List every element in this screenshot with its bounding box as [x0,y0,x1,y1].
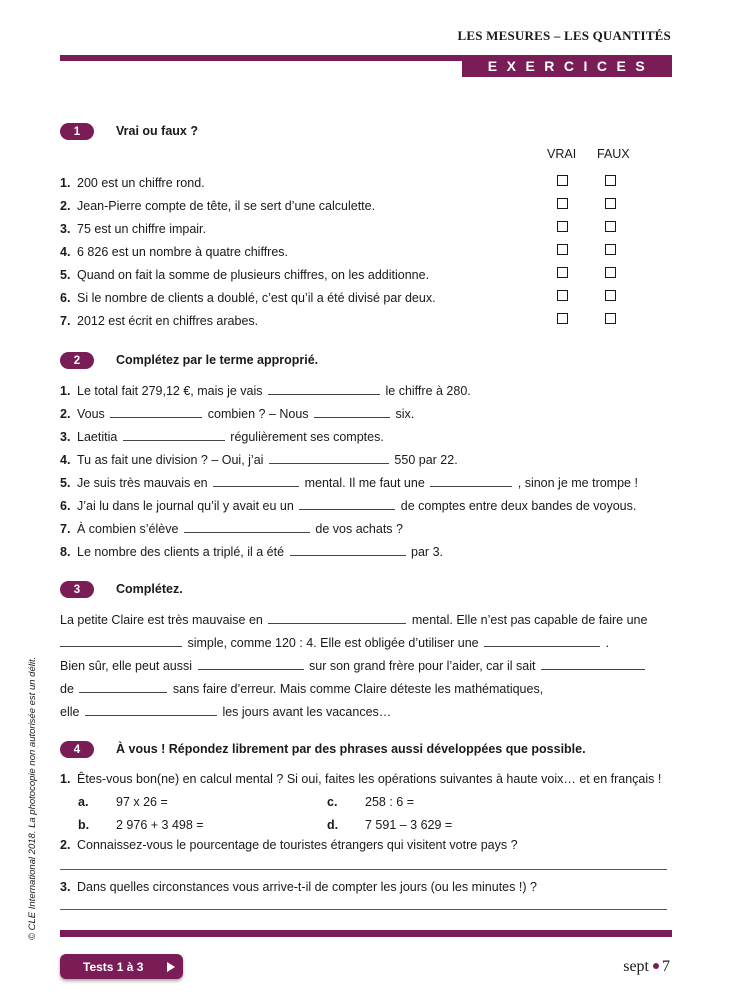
item-text: , sinon je me trompe ! [517,476,638,490]
item-text: Le total fait 279,12 €, mais je vais [77,384,263,398]
section-1-title: Vrai ou faux ? [116,124,198,138]
operation-expression: 2 976 + 3 498 = [116,818,204,832]
list-item [60,245,288,259]
operation-label: c. [327,795,338,809]
fill-blank[interactable] [79,681,167,693]
item-number: 6. [60,499,71,513]
item-number: 5. [60,476,71,490]
list-item [60,291,436,305]
list-item [60,314,258,328]
item-text: combien ? – Nous [207,407,309,421]
section-2-title: Complétez par le terme approprié. [116,353,319,367]
section-3-title: Complétez. [116,582,183,596]
list-item [60,498,636,513]
fill-blank[interactable] [269,452,389,464]
item-number: 6. [60,291,71,305]
section-3-badge: 3 [60,581,94,598]
paragraph-line [60,635,609,650]
question-number: 3. [60,880,71,894]
checkbox-vrai-3[interactable] [557,221,568,232]
question-text: Êtes-vous bon(ne) en calcul mental ? Si oui, faites les opérations suivantes à haute voix… et en français ! [77,772,662,786]
item-text: À combien s’élève [77,522,179,536]
item-text: Vous [77,407,105,421]
page-word: sept [623,958,649,975]
line-text: simple, comme 120 : 4. Elle est obligée d’utiliser une [187,636,479,650]
question-3 [60,880,537,894]
fill-blank[interactable] [123,429,225,441]
question-2 [60,838,518,852]
column-header-vrai: VRAI [547,147,577,161]
list-item [60,268,429,282]
item-text: 550 par 22. [394,453,458,467]
item-number: 4. [60,453,71,467]
item-text: Tu as fait une division ? – Oui, j’ai [77,453,264,467]
line-text: . [605,636,610,650]
fill-blank[interactable] [484,635,600,647]
tests-button-label: Tests 1 à 3 [83,959,144,974]
section-2-badge: 2 [60,352,94,369]
item-text: 200 est un chiffre rond. [77,176,205,190]
question-number: 1. [60,772,71,786]
section-4-badge: 4 [60,741,94,758]
item-text: Je suis très mauvais en [77,476,208,490]
item-text: régulièrement ses comptes. [230,430,384,444]
item-number: 7. [60,314,71,328]
section-4-title: À vous ! Répondez librement par des phrases aussi développées que possible. [116,742,586,756]
chapter-title: LES MESURES – LES QUANTITÉS [457,28,671,43]
item-number: 1. [60,384,71,398]
item-text: 6 826 est un nombre à quatre chiffres. [77,245,289,259]
list-item [60,521,403,536]
item-number: 8. [60,545,71,559]
item-text: six. [395,407,415,421]
tests-button[interactable] [60,954,183,979]
column-header-faux: FAUX [597,147,630,161]
item-text: Si le nombre de clients a doublé, c’est qu’il a été divisé par deux. [77,291,436,305]
item-text: le chiffre à 280. [385,384,471,398]
item-number: 1. [60,176,71,190]
line-text: elle [60,705,80,719]
list-item [60,452,458,467]
item-number: 3. [60,222,71,236]
fill-blank[interactable] [110,406,202,418]
operation-label: d. [327,818,339,832]
item-text: Le nombre des clients a triplé, il a été [77,545,285,559]
checkbox-vrai-7[interactable] [557,313,568,324]
exercises-banner: EXERCICES [462,55,672,77]
checkbox-faux-4[interactable] [605,244,616,255]
item-number: 2. [60,407,71,421]
fill-blank[interactable] [213,475,299,487]
item-number: 3. [60,430,71,444]
page-number [623,958,670,976]
item-number: 4. [60,245,71,259]
bullet-dot-icon [653,963,659,969]
list-item [60,406,414,421]
list-item [60,383,471,398]
checkbox-faux-5[interactable] [605,267,616,278]
item-number: 2. [60,199,71,213]
paragraph-line [60,612,647,627]
play-arrow-icon [167,962,175,972]
checkbox-vrai-4[interactable] [557,244,568,255]
fill-blank[interactable] [314,406,390,418]
line-text: sans faire d’erreur. Mais comme Claire déteste les mathématiques, [172,682,544,696]
list-item [60,544,443,559]
copyright-notice: © CLE International 2018. La photocopie non autorisée est un délit. [27,656,38,940]
checkbox-vrai-1[interactable] [557,175,568,186]
item-text: Quand on fait la somme de plusieurs chiffres, on les additionne. [77,268,430,282]
fill-blank[interactable] [198,658,304,670]
checkbox-vrai-6[interactable] [557,290,568,301]
fill-blank[interactable] [299,498,395,510]
fill-blank[interactable] [268,612,406,624]
item-text: de vos achats ? [315,522,403,536]
checkbox-faux-1[interactable] [605,175,616,186]
fill-blank[interactable] [268,383,380,395]
operation-label: a. [78,795,89,809]
footer-rule [60,930,672,937]
list-item [60,475,638,490]
question-text: Connaissez-vous le pourcentage de touristes étrangers qui visitent votre pays ? [77,838,518,852]
operation-label: b. [78,818,90,832]
list-item [60,222,206,236]
line-text: sur son grand frère pour l’aider, car il sait [309,659,536,673]
operation-expression: 97 x 26 = [116,795,168,809]
paragraph-line [60,704,391,719]
list-item [60,429,384,444]
operation-expression: 7 591 – 3 629 = [365,818,453,832]
fill-blank[interactable] [60,635,182,647]
line-text: mental. Elle n’est pas capable de faire une [411,613,648,627]
item-text: 2012 est écrit en chiffres arabes. [77,314,259,328]
list-item [60,199,375,213]
checkbox-faux-6[interactable] [605,290,616,301]
fill-blank[interactable] [184,521,310,533]
operation-expression: 258 : 6 = [365,795,414,809]
item-text: mental. Il me faut une [304,476,425,490]
question-1 [60,772,661,786]
checkbox-faux-7[interactable] [605,313,616,324]
paragraph-line [60,681,543,696]
list-item [60,176,205,190]
section-1-badge: 1 [60,123,94,140]
checkbox-faux-2[interactable] [605,198,616,209]
line-text: La petite Claire est très mauvaise en [60,613,263,627]
item-number: 5. [60,268,71,282]
line-text: les jours avant les vacances… [222,705,392,719]
item-text: par 3. [411,545,443,559]
question-number: 2. [60,838,71,852]
item-text: de comptes entre deux bandes de voyous. [400,499,637,513]
checkbox-vrai-2[interactable] [557,198,568,209]
question-text: Dans quelles circonstances vous arrive-t-il de compter les jours (ou les minutes !) ? [77,880,537,894]
fill-blank[interactable] [541,658,645,670]
fill-blank[interactable] [290,544,406,556]
paragraph-line [60,658,647,673]
item-text: Jean-Pierre compte de tête, il se sert d’une calculette. [77,199,376,213]
answer-line[interactable] [60,869,667,870]
line-text: de [60,682,74,696]
item-text: Laetitia [77,430,118,444]
page-digit: 7 [662,958,670,975]
checkbox-vrai-5[interactable] [557,267,568,278]
item-text: J’ai lu dans le journal qu’il y avait eu un [77,499,294,513]
answer-line[interactable] [60,909,667,910]
item-text: 75 est un chiffre impair. [77,222,207,236]
item-number: 7. [60,522,71,536]
fill-blank[interactable] [430,475,512,487]
checkbox-faux-3[interactable] [605,221,616,232]
fill-blank[interactable] [85,704,217,716]
line-text: Bien sûr, elle peut aussi [60,659,193,673]
